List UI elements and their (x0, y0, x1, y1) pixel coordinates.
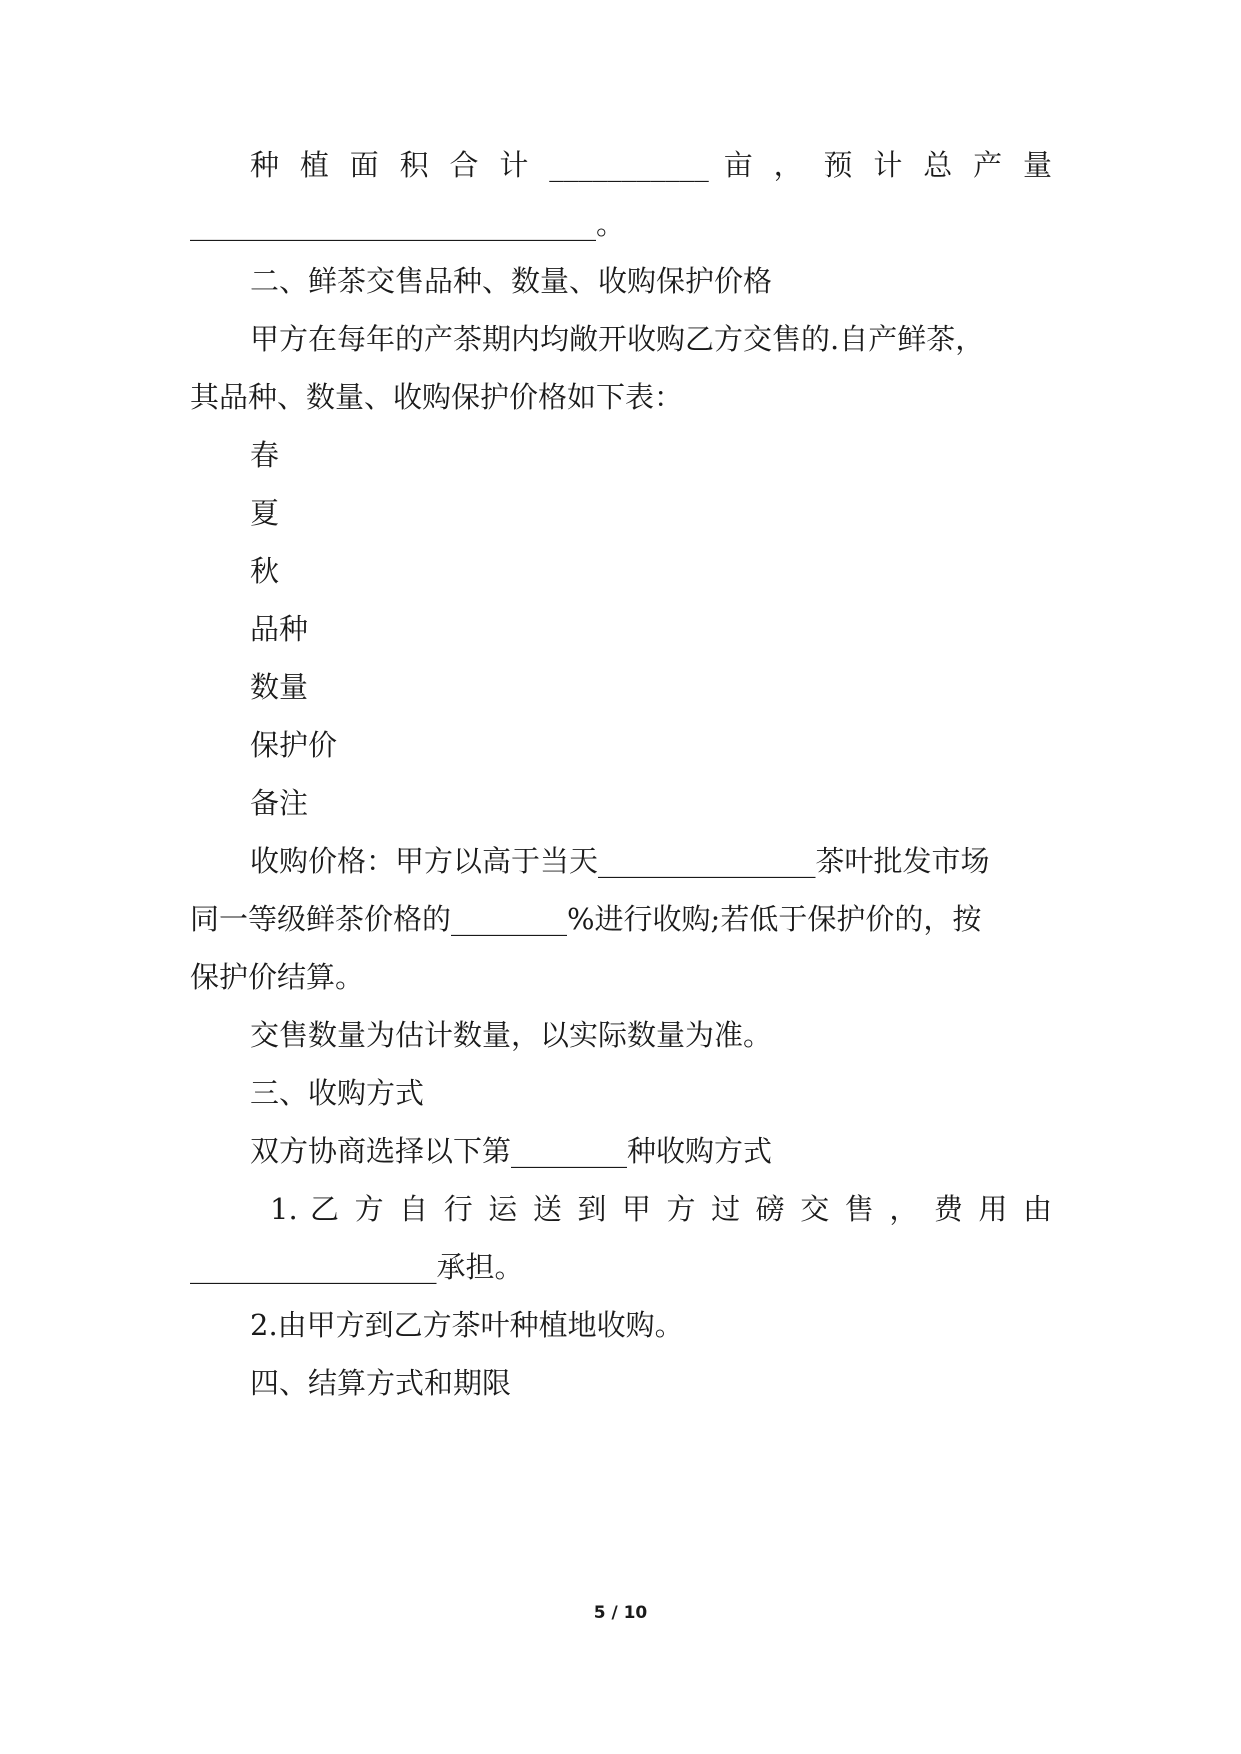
paragraph-line: 交售数量为估计数量，以实际数量为准。 (250, 1018, 773, 1052)
paragraph-line: 收购价格：甲方以高于当天_______________茶叶批发市场 (250, 844, 990, 878)
paragraph-line: ____________________________。 (190, 207, 626, 241)
paragraph-line: 同一等级鲜茶价格的________%进行收购;若低于保护价的，按 (190, 902, 982, 936)
paragraph-line: 保护价结算。 (190, 960, 365, 994)
paragraph-line: 甲方在每年的产茶期内均敞开收购乙方交售的.自产鲜茶， (250, 322, 985, 356)
table-item: 夏 (250, 496, 280, 530)
paragraph-line: 1. 乙 方 自 行 运 送 到 甲 方 过 磅 交 售 ， 费 用 由 (270, 1192, 1052, 1226)
section-heading: 四、结算方式和期限 (250, 1366, 512, 1400)
paragraph-line: _________________承担。 (190, 1250, 524, 1284)
table-item: 秋 (250, 554, 280, 588)
paragraph-line: 2.由甲方到乙方茶叶种植地收购。 (250, 1308, 684, 1342)
table-item: 数量 (250, 670, 309, 704)
paragraph-line: 种 植 面 积 合 计 ___________ 亩 ， 预 计 总 产 量 (250, 148, 1052, 182)
page-number: 5 / 10 (593, 1603, 648, 1623)
section-heading: 二、鲜茶交售品种、数量、收购保护价格 (250, 264, 773, 298)
table-item: 春 (250, 438, 280, 472)
table-item: 保护价 (250, 728, 338, 762)
table-item: 备注 (250, 786, 309, 820)
paragraph-line: 双方协商选择以下第________种收购方式 (250, 1134, 773, 1168)
paragraph-line: 其品种、数量、收购保护价格如下表： (190, 380, 684, 414)
table-item: 品种 (250, 612, 309, 646)
section-heading: 三、收购方式 (250, 1076, 425, 1110)
